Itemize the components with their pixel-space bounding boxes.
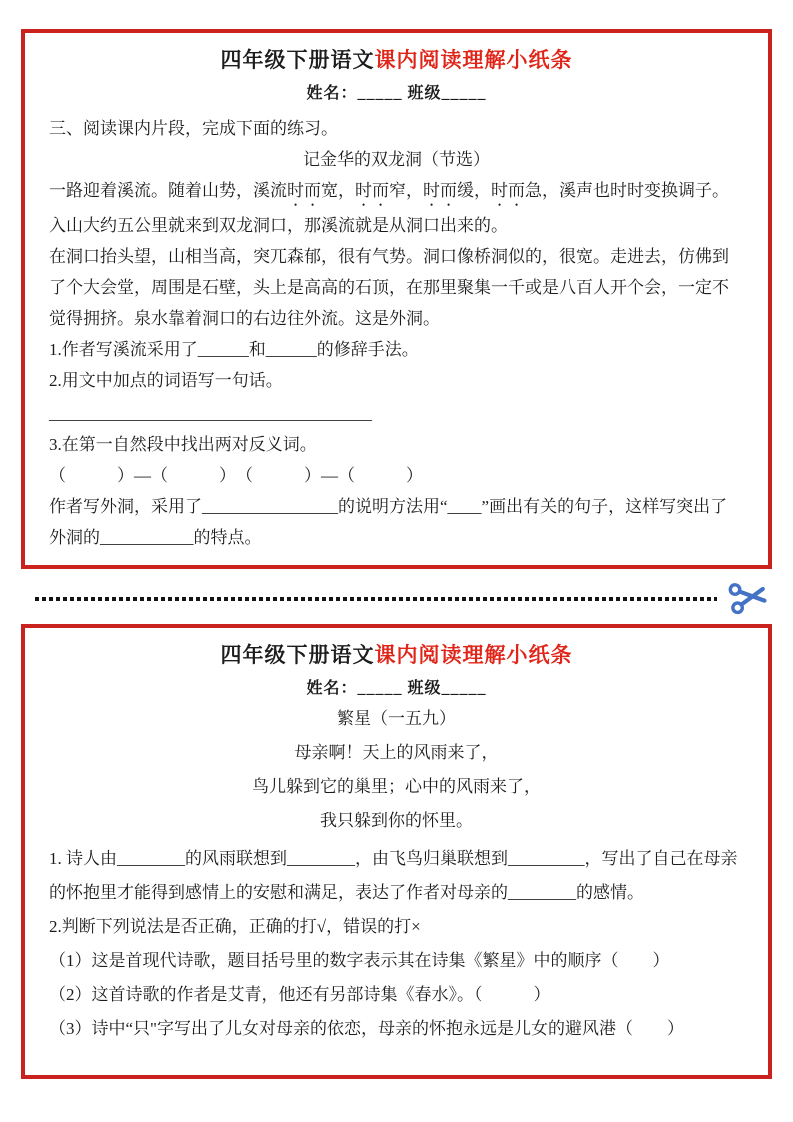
paragraph-text: 急，溪声也时时变换调子。入山大约五公里就来到双龙洞口，那溪流就是从洞口出来的。 bbox=[49, 181, 729, 235]
judge-item-2: （2）这首诗歌的作者是艾青，他还有另部诗集《春水》。（ ） bbox=[49, 985, 551, 1004]
question-1: 1. 诗人由________的风雨联想到________，由飞鸟归巢联想到_________，写出了自己在母亲的怀抱里才能得到感情上的安慰和满足，表达了作者对母亲的________的感情。 bbox=[49, 849, 738, 902]
emphasized-word: 时而 bbox=[491, 181, 525, 200]
title-topic-part: 课内阅读理解小纸条 bbox=[374, 643, 573, 667]
judge-item-1: （1）这是首现代诗歌，题目括号里的数字表示其在诗集《繁星》中的顺序（ ） bbox=[49, 951, 670, 970]
title-grade-part: 四年级下册语文 bbox=[220, 48, 375, 72]
scissors-icon bbox=[724, 573, 771, 620]
name-class-line: 姓名：_____ 班级_____ bbox=[306, 85, 487, 102]
poem-title: 繁星（一五九） bbox=[337, 709, 456, 728]
question-1: 1.作者写溪流采用了______和______的修辞手法。 bbox=[49, 340, 419, 359]
worksheet-slip-1 bbox=[21, 29, 772, 569]
paragraph-text: 一路迎着溪流。随着山势，溪流 bbox=[49, 181, 287, 200]
paragraph-text: 窄， bbox=[389, 181, 423, 200]
poem-line: 我只躲到你的怀里。 bbox=[320, 811, 473, 830]
antonym-blanks-line: （ ）—（ ） （ ）—（ ） bbox=[49, 466, 423, 485]
paragraph-text: 缓， bbox=[457, 181, 491, 200]
worksheet-slip-2 bbox=[21, 624, 772, 1079]
passage-paragraph-2: 在洞口抬头望，山相当高，突兀森郁，很有气势。洞口像桥洞似的，很宽。走进去，仿佛到了个大会堂，周围是石壁，头上是高高的石顶，在那里聚集一千或是八百人开个会，一定不觉得拥挤。泉水靠着洞口的右边往外流。这是外洞。 bbox=[49, 247, 729, 328]
paragraph-text: 宽， bbox=[321, 181, 355, 200]
question-2: 2.用文中加点的词语写一句话。 bbox=[49, 371, 283, 390]
answer-blank-line: ______________________________________ bbox=[49, 404, 372, 423]
passage-paragraph-1 bbox=[49, 175, 744, 241]
judge-item-3: （3）诗中“只"字写出了儿女对母亲的依恋，母亲的怀抱永远是儿女的避风港（ ） bbox=[49, 1019, 684, 1038]
emphasized-word: 时而 bbox=[287, 181, 321, 200]
title-topic-part: 课内阅读理解小纸条 bbox=[374, 48, 573, 72]
worksheet-title bbox=[49, 640, 744, 670]
question-3: 3.在第一自然段中找出两对反义词。 bbox=[49, 435, 317, 454]
poem-line: 母亲啊！天上的风雨来了， bbox=[294, 743, 499, 762]
section-heading: 三、阅读课内片段，完成下面的练习。 bbox=[49, 119, 338, 138]
worksheet-title bbox=[49, 45, 744, 75]
question-2: 2.判断下列说法是否正确，正确的打√，错误的打× bbox=[49, 917, 421, 936]
emphasized-word: 时而 bbox=[355, 181, 389, 200]
question-4: 作者写外洞，采用了________________的说明方法用“____”画出有关的句子，这样写突出了外洞的___________的特点。 bbox=[49, 497, 728, 547]
cut-dotted-line bbox=[35, 597, 717, 601]
poem-line: 鸟儿躲到它的巢里；心中的风雨来了， bbox=[252, 777, 541, 796]
emphasized-word: 时而 bbox=[423, 181, 457, 200]
passage-title: 记金华的双龙洞（节选） bbox=[303, 150, 490, 169]
name-class-line: 姓名：_____ 班级_____ bbox=[306, 680, 487, 697]
title-grade-part: 四年级下册语文 bbox=[220, 643, 375, 667]
